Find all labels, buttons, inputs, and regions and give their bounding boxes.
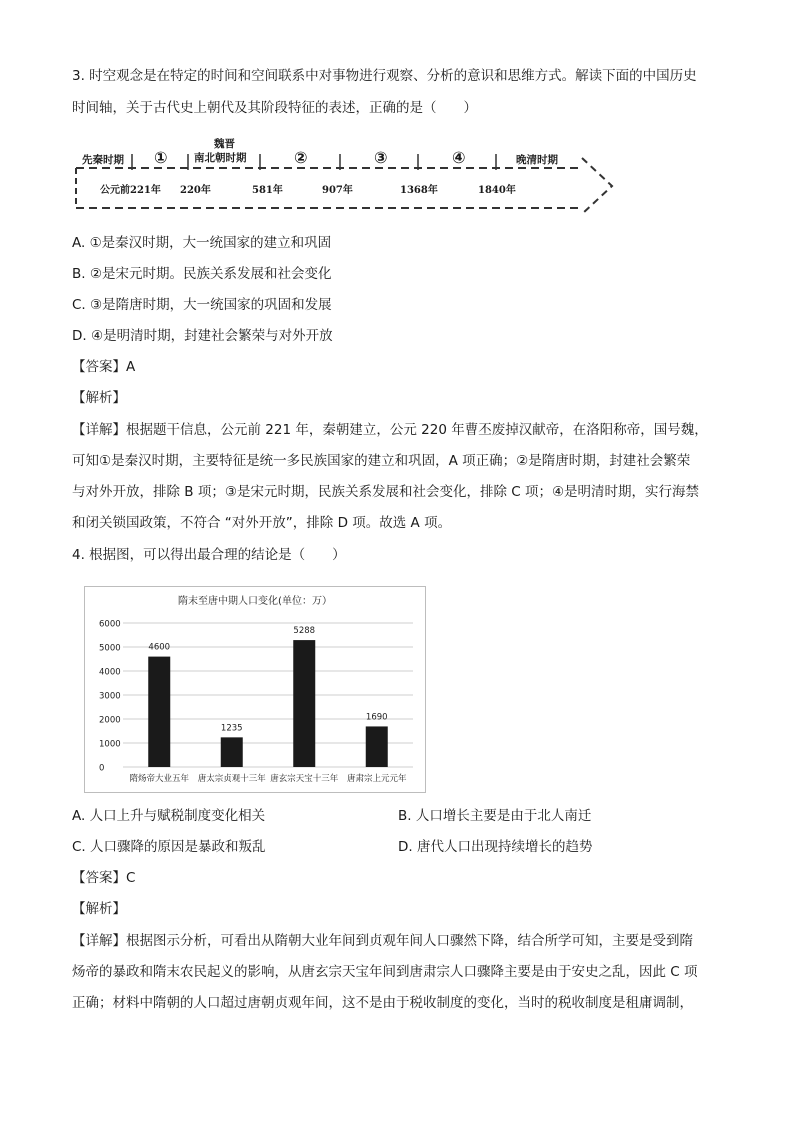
- q4-detail-line: 正确；材料中隋朝的人口超过唐朝贞观年间，这不是由于税收制度的变化，当时的税收制度是租庸调制，: [72, 995, 693, 1011]
- bar: [148, 657, 170, 767]
- bar-value-label: 5288: [293, 626, 316, 637]
- chart-title: 隋末至唐中期人口变化(单位：万）: [178, 596, 332, 607]
- year-label: 1368年: [400, 185, 438, 196]
- period-circle-3: ③: [374, 148, 388, 167]
- y-tick-label: 6000: [99, 619, 121, 630]
- q3-detail-line: 【详解】根据题干信息，公元前 221 年，秦朝建立，公元 220 年曹丕废掉汉献帝，在洛阳称帝，国号魏，: [72, 422, 708, 438]
- year-label: 220年: [180, 185, 211, 196]
- period-xianqin: 先秦时期: [82, 154, 124, 166]
- y-tick-label: 4000: [99, 667, 121, 678]
- q3-detail-line: 和闭关锁国政策，不符合 “对外开放”，排除 D 项。故选 A 项。: [72, 515, 452, 531]
- q3-stem-line1: 3. 时空观念是在特定的时间和空间联系中对事物进行观察、分析的意识和思维方式。解读下面的中国历史: [72, 68, 697, 84]
- q4-stem: 4. 根据图，可以得出最合理的结论是（ ）: [72, 547, 346, 563]
- q3-analysis-title: 【解析】: [72, 390, 126, 406]
- q4-analysis-title: 【解析】: [72, 901, 126, 917]
- year-label: 581年: [252, 185, 283, 196]
- q4-detail-line: 【详解】根据图示分析，可看出从隋朝大业年间到贞观年间人口骤然下降，结合所学可知，主要是受到隋: [72, 933, 693, 949]
- q3-option-a: A. ①是秦汉时期，大一统国家的建立和巩固: [72, 235, 332, 251]
- x-tick-label: 唐太宗贞观十三年: [197, 774, 266, 784]
- x-tick-label: 唐玄宗天宝十三年: [270, 774, 339, 784]
- q4-detail-line: 炀帝的暴政和隋末农民起义的影响，从唐玄宗天宝年间到唐肃宗人口骤降主要是由于安史之乱，因此 C 项: [72, 964, 698, 980]
- q4-answer: 【答案】C: [72, 870, 136, 886]
- bar: [366, 726, 388, 767]
- population-chart: [84, 586, 426, 793]
- year-label: 1840年: [478, 185, 516, 196]
- q3-detail-line: 与对外开放，排除 B 项；③是宋元时期，民族关系发展和社会变化，排除 C 项；④是明清时期，实行海禁: [72, 484, 700, 500]
- q3-stem-line2: 时间轴，关于古代史上朝代及其阶段特征的表述，正确的是（ ）: [72, 100, 477, 116]
- period-weijin-top: 魏晋: [214, 138, 235, 150]
- q4-option-d: D. 唐代人口出现持续增长的趋势: [398, 839, 593, 855]
- bar: [293, 640, 315, 767]
- q3-detail-line: 可知①是秦汉时期，主要特征是统一多民族国家的建立和巩固，A 项正确；②是隋唐时期，封建社会繁荣: [72, 453, 691, 469]
- q3-option-b: B. ②是宋元时期。民族关系发展和社会变化: [72, 266, 332, 282]
- q4-option-c: C. 人口骤降的原因是暴政和叛乱: [72, 839, 266, 855]
- y-tick-label: 3000: [99, 691, 121, 702]
- y-tick-label: 0: [99, 763, 105, 774]
- q3-answer: 【答案】A: [72, 359, 136, 375]
- y-tick-label: 2000: [99, 715, 121, 726]
- q4-option-a: A. 人口上升与赋税制度变化相关: [72, 808, 266, 824]
- y-tick-label: 1000: [99, 739, 121, 750]
- bar-value-label: 1235: [220, 723, 243, 734]
- bar-value-label: 1690: [365, 712, 388, 723]
- bar: [221, 737, 243, 767]
- q4-option-b: B. 人口增长主要是由于北人南迁: [398, 808, 592, 824]
- x-tick-label: 隋炀帝大业五年: [129, 774, 190, 784]
- history-timeline: [72, 140, 632, 220]
- population-chart-svg: [85, 587, 425, 792]
- y-tick-label: 5000: [99, 643, 121, 654]
- period-weijin-bottom: 南北朝时期: [194, 152, 247, 164]
- year-label: 公元前221年: [100, 185, 161, 196]
- bar-value-label: 4600: [148, 642, 171, 653]
- period-wanqing: 晚清时期: [516, 154, 558, 166]
- period-circle-1: ①: [154, 148, 168, 167]
- q3-option-d: D. ④是明清时期，封建社会繁荣与对外开放: [72, 328, 333, 344]
- q3-option-c: C. ③是隋唐时期，大一统国家的巩固和发展: [72, 297, 332, 313]
- x-tick-label: 唐肃宗上元元年: [346, 774, 407, 784]
- period-circle-4: ④: [452, 148, 466, 167]
- year-label: 907年: [322, 185, 353, 196]
- period-circle-2: ②: [294, 148, 308, 167]
